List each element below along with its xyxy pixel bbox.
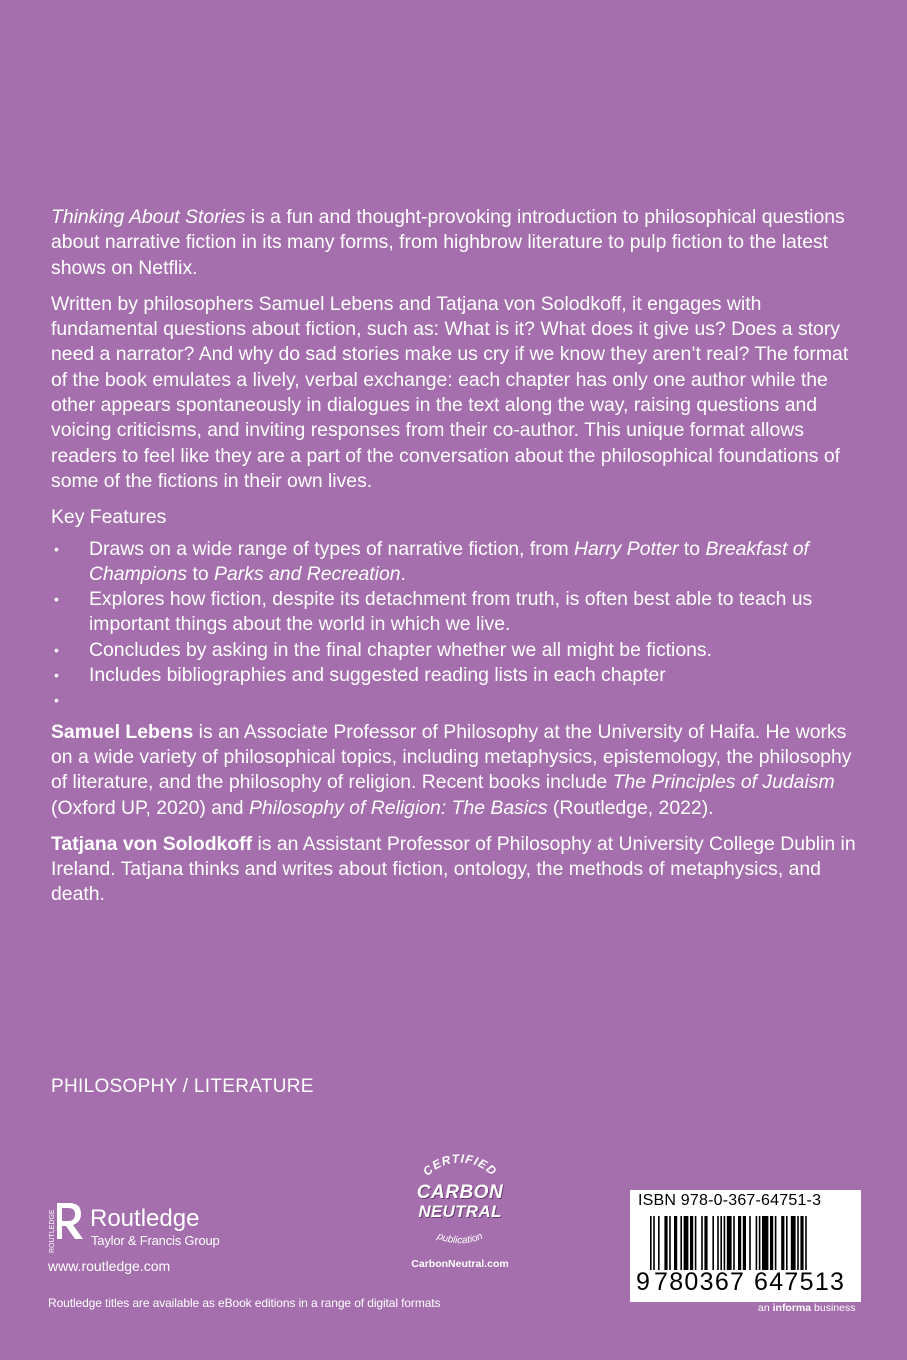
barcode-bar [717,1216,719,1270]
barcode-bar [743,1216,746,1270]
barcode-bar [724,1216,726,1270]
isbn-number: ISBN 978-0-367-64751-3 [638,1192,822,1209]
barcode-bar [749,1216,751,1270]
routledge-logo [47,1203,277,1253]
barcode-bar [690,1216,693,1270]
barcode-bar [669,1216,671,1270]
barcode-bar [650,1216,652,1270]
publisher-website[interactable]: www.routledge.com [48,1258,171,1274]
list-item: • Explores how fiction, despite its detachment from truth, is often best able to teach us important things about the world in which we live. [51,587,861,638]
barcode-bar [770,1216,773,1270]
svg-text:CERTIFIED: CERTIFIED [420,1151,500,1179]
barcode-bar [720,1216,722,1270]
ebook-note: Routledge titles are available as eBook editions in a range of digital formats [48,1296,441,1310]
barcode-bar [674,1216,677,1270]
list-item: • Includes bibliographies and suggested reading lists in each chapter [51,663,861,688]
barcode-bar [684,1216,689,1270]
isbn-barcode: ISBN 978-0-367-64751-3 9 780367 647513 [630,1190,861,1302]
key-features-heading: Key Features [51,506,167,529]
routledge-r-icon [47,1203,85,1253]
subject-category: PHILOSOPHY / LITERATURE [51,1076,314,1097]
barcode-bar [695,1216,697,1270]
barcode-bar [738,1216,741,1270]
barcode-bar [704,1216,707,1270]
intro-paragraph: Thinking About Stories is a fun and thought-provoking introduction to philosophical questions about narrative fiction in its many forms, from highbrow literature to pulp fiction to the latest shows on Netflix. [51,206,845,279]
svg-text:publication: publication [435,1230,485,1247]
barcode-bar [664,1216,667,1270]
summary-paragraph: Written by philosophers Samuel Lebens and Tatjana von Solodkoff, it engages with fundamental questions about fiction, such as: What is it? What does it give us? Does a story need a narrator? And why do sad stories make us cry if we know they aren’t real? The format of the book emulates a lively, verbal exchange: each chapter has only one author while the other appears spontaneously in dialogues in the text along the way, raising questions and voicing criticisms, and inviting responses from their co-author. This unique format allows readers to feel like they are a part of the conversation about the philosophical foundations of some of the fictions in their own lives. [51,292,849,492]
publisher-name: Routledge [90,1205,200,1232]
informa-tagline: an informa business [758,1302,856,1314]
barcode-bar [797,1216,799,1270]
barcode-bar [680,1216,682,1270]
barcode-bar [658,1216,660,1270]
author-bio-lebens: Samuel Lebens is an Associate Professor of Philosophy at the University of Haifa. He works on a wide variety of philosophical topics, including metaphysics, epistemology, the philosophy of literature, and the philosophy of religion. Recent books include The Principles of Judaism (Oxford UP, 2020) and Philosophy of Religion: The Basics (Routledge, 2022). [51,720,852,819]
barcode-bar [733,1216,735,1270]
author-name: Samuel Lebens [51,720,194,743]
back-cover-description [51,205,861,919]
book-title: Thinking About Stories [51,206,246,228]
list-item-empty [51,688,861,713]
barcode-bar [786,1216,788,1270]
key-features-list [51,537,861,714]
barcode-bar [653,1216,655,1270]
barcode-bar [762,1216,768,1270]
author-bio-solodkoff: Tatjana von Solodkoff is an Assistant Professor of Philosophy at University College Dublin in Ireland. Tatjana thinks and writes about fiction, ontology, the methods of metaphysics, and death. [51,832,856,906]
svg-text:ROUTLEDGE: ROUTLEDGE [49,1209,56,1253]
barcode-bar [759,1216,761,1270]
list-item: • Concludes by asking in the final chapter whether we all might be fictions. [51,638,861,663]
list-item: • Draws on a wide range of types of narrative fiction, from Harry Potter to Breakfast of Champions to Parks and Recreation. [51,537,861,588]
barcode-bar [805,1216,807,1270]
author-name: Tatjana von Solodkoff [51,832,253,855]
barcode-bar [781,1216,784,1270]
carbon-neutral-url: CarbonNeutral.com [411,1258,509,1270]
neutral-word: NEUTRAL [418,1202,502,1221]
publisher-group: Taylor & Francis Group [91,1233,220,1248]
carbon-word: CARBON [416,1182,504,1203]
barcode-bar [712,1216,714,1270]
publication-arc-text [400,1220,520,1256]
barcode-bar [756,1216,758,1270]
barcode-bars-icon [630,1216,861,1272]
barcode-bar [800,1216,803,1270]
barcode-bar [775,1216,777,1270]
barcode-bar [791,1216,796,1270]
carbon-neutral-badge [400,1150,520,1280]
barcode-bar [727,1216,732,1270]
barcode-bar [701,1216,703,1270]
